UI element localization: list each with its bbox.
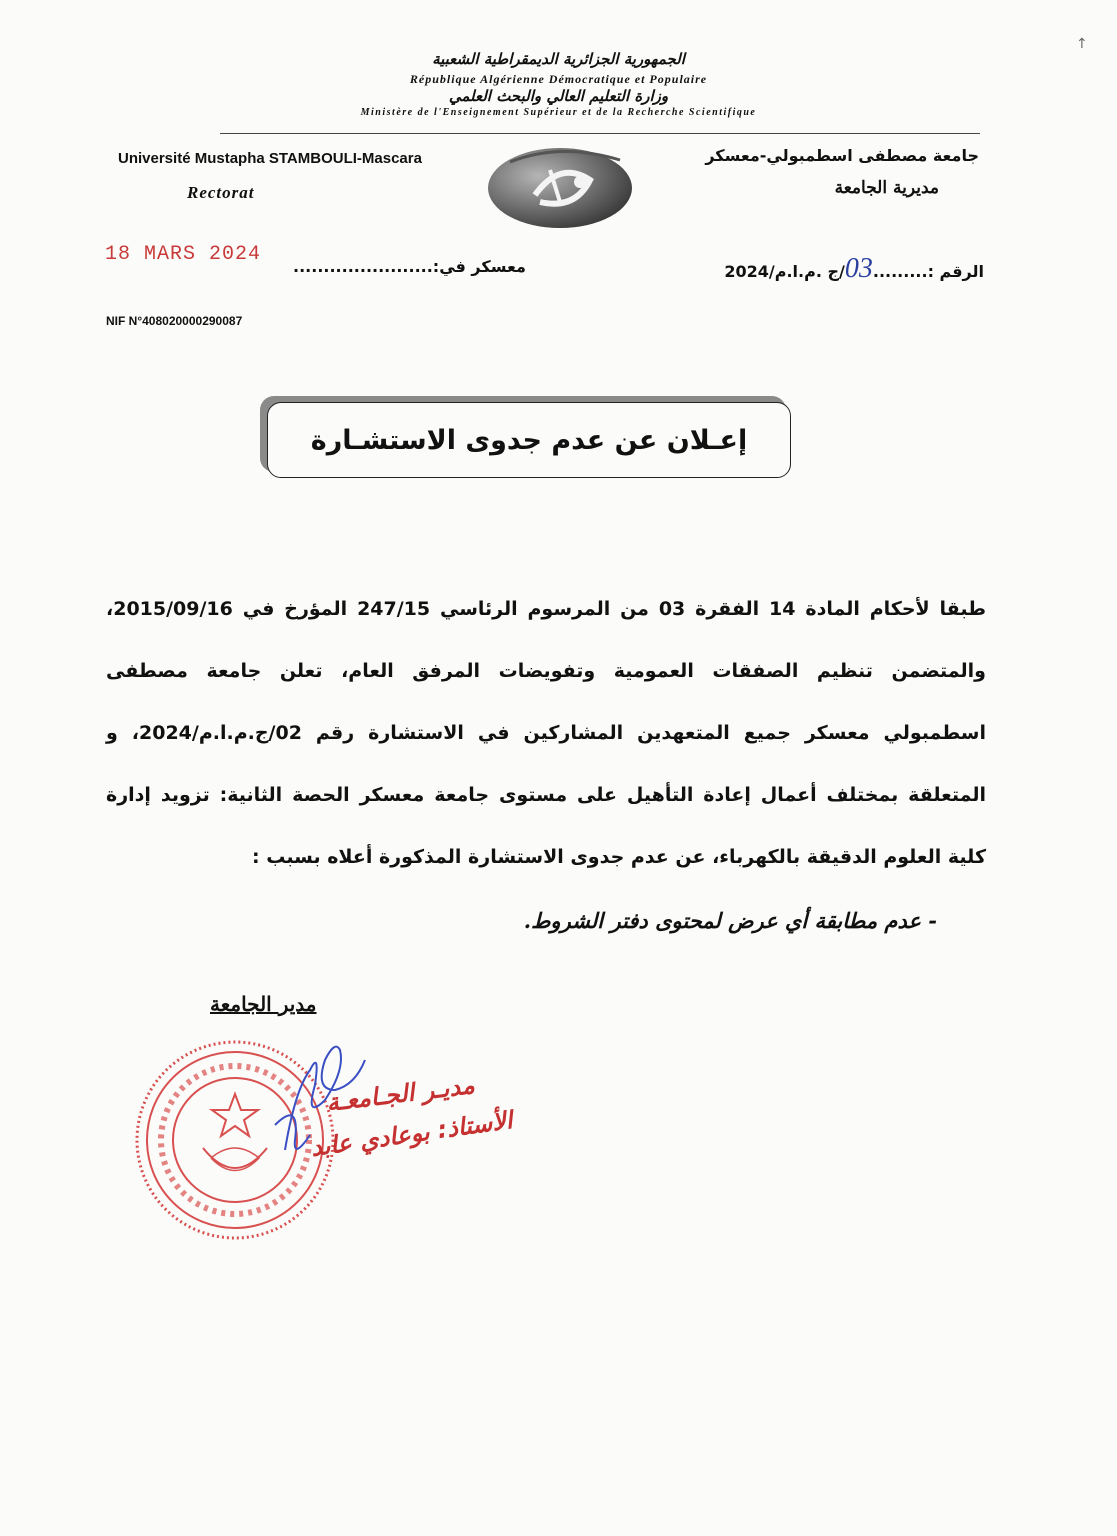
university-name-ar: جامعة مصطفى اسطمبولي-معسكر xyxy=(705,146,979,165)
university-name-fr: Université Mustapha STAMBOULI-Mascara xyxy=(118,150,422,167)
corner-mark: ↑ xyxy=(1076,36,1088,52)
header-divider xyxy=(220,133,980,134)
ministry-fr: Ministère de l'Enseignement Supérieur et de la Recherche Scientifique xyxy=(360,107,757,118)
reference-label: الرقم : xyxy=(927,262,984,281)
stamp-name: الأستاذ: بوعادي عابد xyxy=(309,1106,515,1162)
title-box xyxy=(267,402,791,478)
rectorat-label: Rectorat xyxy=(187,183,255,202)
nif-number: NIF N°408020000290087 xyxy=(106,314,243,328)
ministry-ar: وزارة التعليم العالي والبحث العلمي xyxy=(448,87,669,105)
direction-label-ar: مديرية الجامعة xyxy=(834,178,939,198)
republic-fr: République Algérienne Démocratique et Populaire xyxy=(409,72,708,86)
stamp-title: مديـر الجـامعـة xyxy=(324,1071,477,1117)
body-paragraph: طبقا لأحكام المادة 14 الفقرة 03 من المرسوم الرئاسي 247/15 المؤرخ في 2015/09/16، والمتضمن تنظيم الصفقات العمومية وتفويضات المرفق العام، تعلن جامعة مصطفى اسطمبولي معسكر جميع المتعهدين المشاركين في الاستشارة رقم 02/ج.م.ا.م/2024، و المتعلقة بمختلف أعمال إعادة التأهيل على مستوى جامعة معسكر الحصة الثانية: تزويد إدارة كلية العلوم الدقيقة بالكهرباء، عن عدم جدوى الاستشارة المذكورة أعلاه بسبب : xyxy=(106,598,986,868)
reference-suffix: /ج .م.ا.م/2024 xyxy=(724,262,845,281)
republic-ar: الجمهورية الجزائرية الديمقراطية الشعبية xyxy=(432,50,685,68)
university-logo-icon xyxy=(480,140,640,230)
reference-number: 03 xyxy=(844,253,873,284)
director-label: مدير الجامعة xyxy=(210,992,317,1016)
reference-row: الرقم :.........03/ج .م.ا.م/2024 xyxy=(724,253,984,284)
document-title: إعـلان عن عدم جدوى الاستشـارة xyxy=(310,424,748,456)
reason-item: - عدم مطابقة أي عرض لمحتوى دفتر الشروط. xyxy=(523,908,937,933)
place-label: معسكر في:....................... xyxy=(293,257,526,276)
date-stamp: 18 MARS 2024 xyxy=(105,243,262,266)
